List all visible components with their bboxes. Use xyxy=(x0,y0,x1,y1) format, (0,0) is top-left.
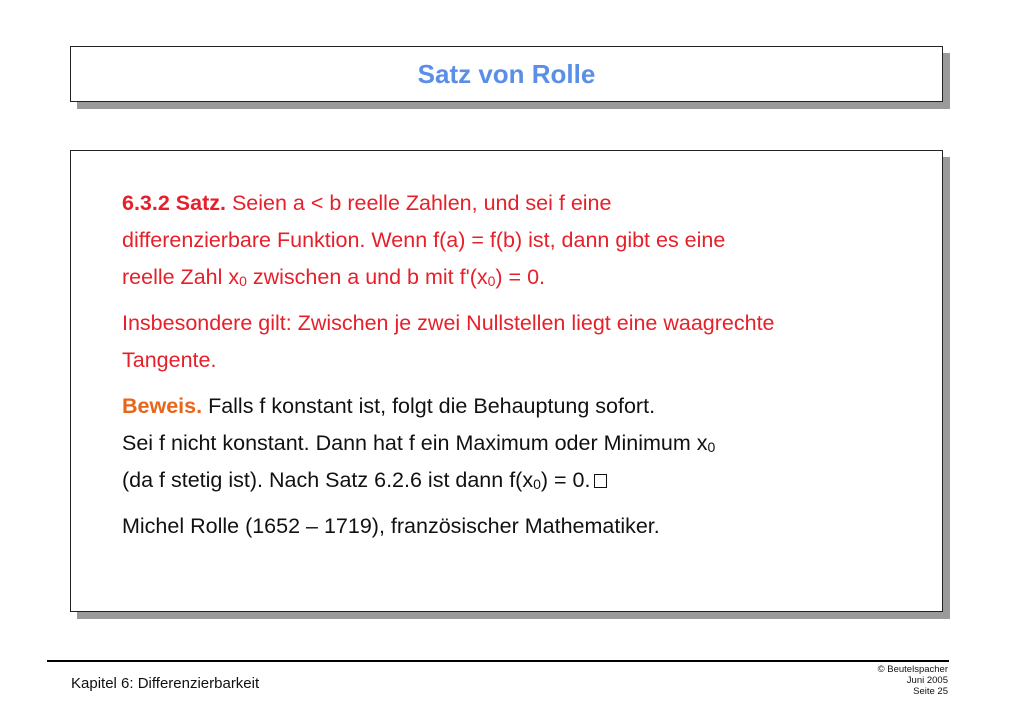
proof-line-1 xyxy=(122,388,922,425)
proof-text-3b: ) = 0. xyxy=(540,468,591,492)
footer-page-number: Seite 25 xyxy=(913,686,948,697)
footer-meta xyxy=(878,664,948,697)
theorem-line-2: differenzierbare Funktion. Wenn f(a) = f(b) ist, dann gibt es eine xyxy=(122,228,726,252)
footer-date: Juni 2005 xyxy=(906,675,948,686)
slide-title: Satz von Rolle xyxy=(417,58,596,89)
theorem-label: 6.3.2 Satz. xyxy=(122,191,226,215)
content-box xyxy=(70,150,943,612)
theorem-text-1: Seien a < b reelle Zahlen, und sei f eine xyxy=(231,191,612,215)
footer-chapter: Kapitel 6: Differenzierbarkeit xyxy=(71,675,260,692)
proof-text-1: Falls f konstant ist, folgt die Behauptung sofort. xyxy=(208,394,656,418)
corollary-line-2: Tangente. xyxy=(122,348,217,372)
theorem-text-3c: ) = 0. xyxy=(495,265,545,289)
qed-square-icon xyxy=(594,474,607,488)
proof-label: Beweis. xyxy=(122,394,203,418)
footer-divider xyxy=(47,660,949,662)
theorem-line-3 xyxy=(122,259,922,296)
biography-note: Michel Rolle (1652 – 1719), französischer Mathematiker. xyxy=(122,514,660,538)
subscript: 0 xyxy=(533,476,541,492)
proof-line-3 xyxy=(122,462,922,499)
proof-text-3a: (da f stetig ist). Nach Satz 6.2.6 ist dann f(x xyxy=(122,468,534,492)
proof-text-2a: Sei f nicht konstant. Dann hat f ein Maximum oder Minimum x xyxy=(122,431,708,455)
theorem-text-3b: zwischen a und b mit f'(x xyxy=(246,265,488,289)
corollary-line-1: Insbesondere gilt: Zwischen je zwei Nullstellen liegt eine waagrechte xyxy=(122,311,775,335)
title-box xyxy=(70,46,943,102)
subscript: 0 xyxy=(239,273,247,289)
theorem-text-3a: reelle Zahl x xyxy=(122,265,240,289)
footer-copyright: © Beutelspacher xyxy=(877,664,948,675)
theorem-line-1 xyxy=(122,185,922,222)
proof-line-2 xyxy=(122,425,922,462)
slide-content xyxy=(122,185,922,545)
subscript: 0 xyxy=(487,273,496,289)
subscript: 0 xyxy=(707,439,716,455)
